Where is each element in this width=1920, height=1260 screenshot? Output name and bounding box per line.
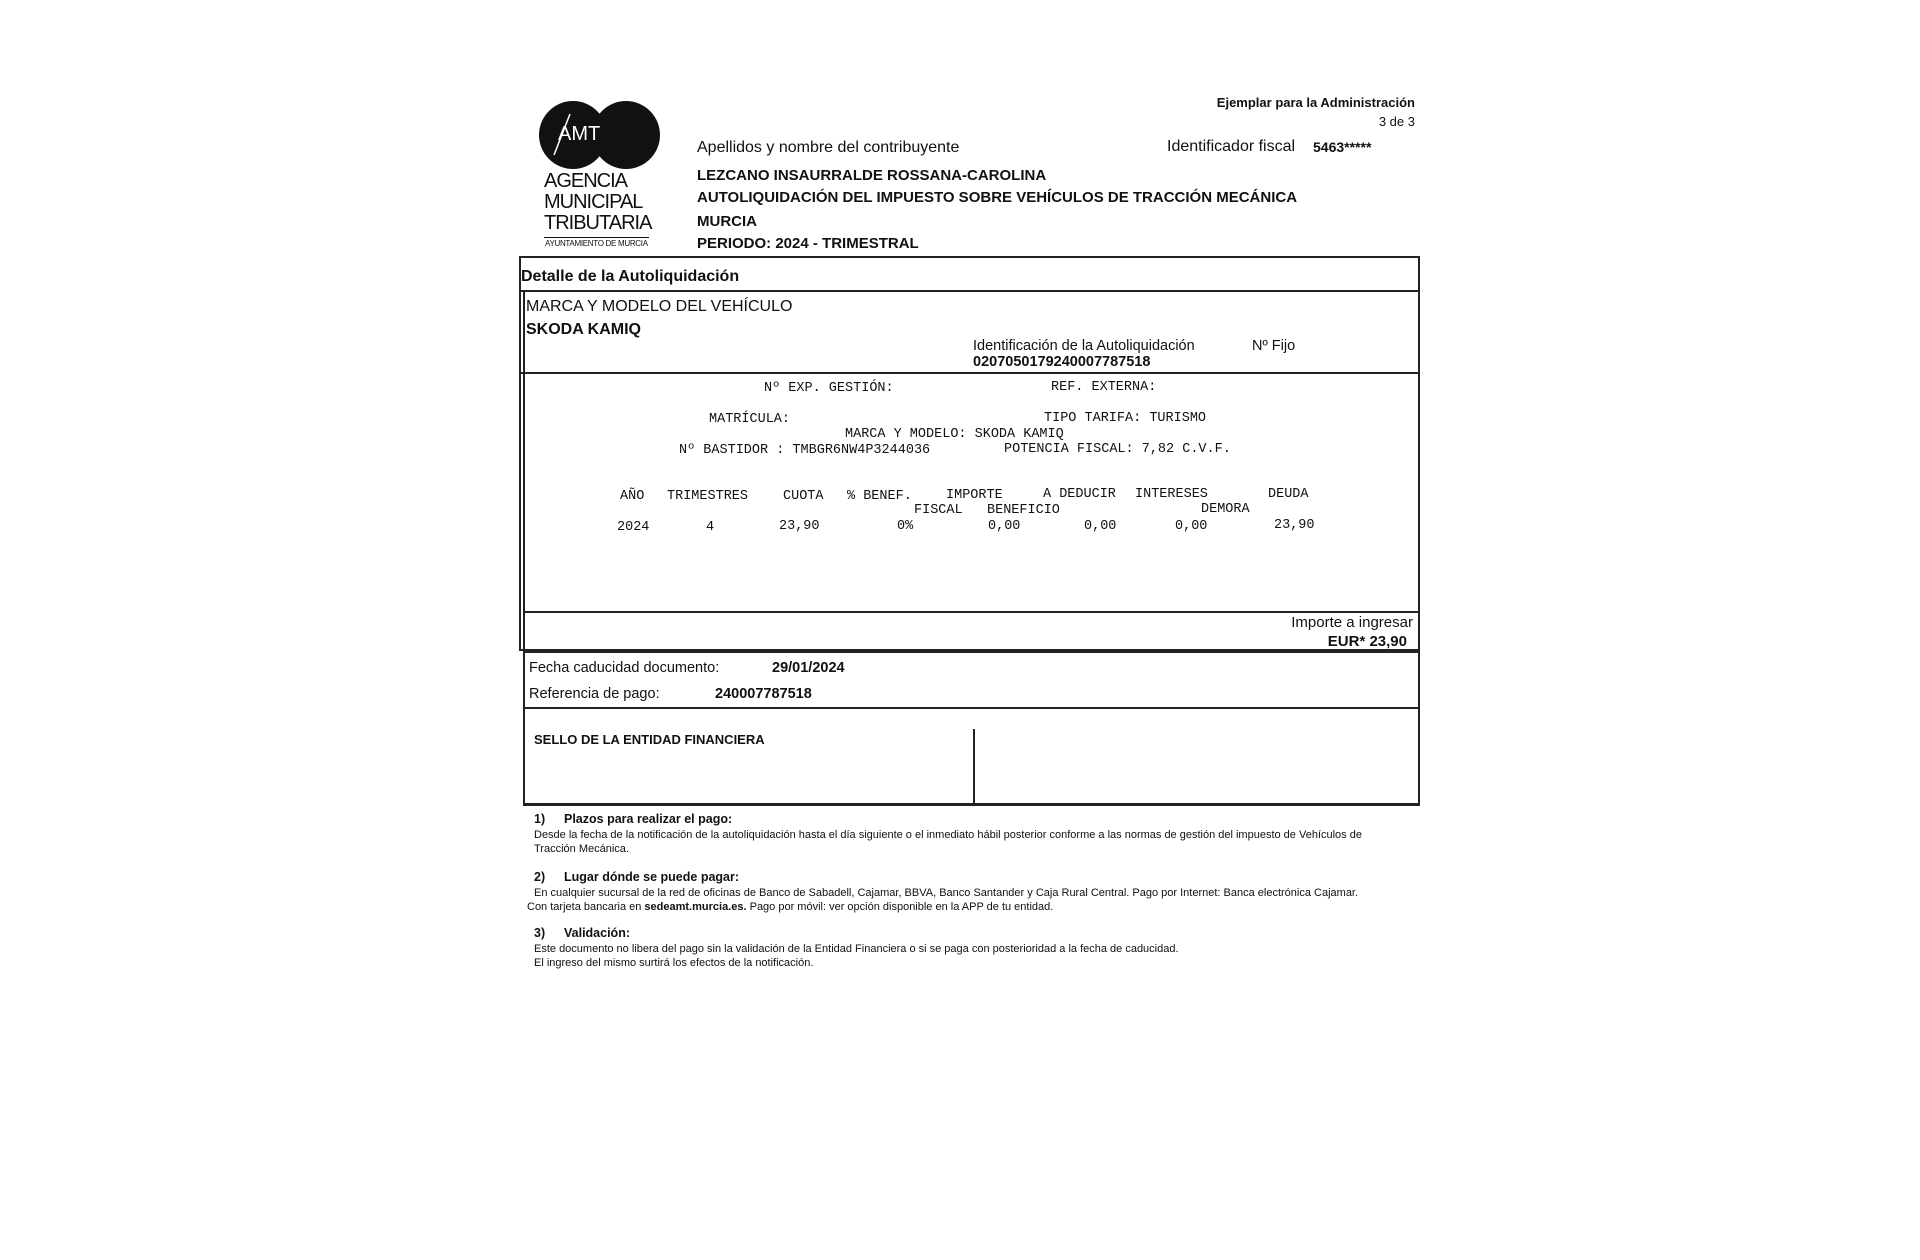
self-assessment-id-label: Identificación de la Autoliquidación [973,338,1195,354]
logo-subtitle: AYUNTAMIENTO DE MURCIA [545,239,648,248]
total-label: Importe a ingresar [1291,614,1413,631]
note-1 [530,812,1420,870]
logo-line1: AGENCIA [544,170,628,192]
divider [523,707,1420,709]
cell-deuda: 23,90 [1274,518,1315,533]
divider [521,372,1420,374]
document-title: AUTOLIQUIDACIÓN DEL IMPUESTO SOBRE VEHÍCULOS DE TRACCIÓN MECÁNICA [697,189,1298,206]
notes [527,812,1420,976]
self-assessment-id-value: 0207050179240007787518 [973,354,1151,370]
col-header-ano: AÑO [620,489,645,504]
matricula: MATRÍCULA: [709,412,791,427]
potencia-fiscal: POTENCIA FISCAL: 7,82 C.V.F. [1004,442,1231,457]
logo-underline [544,237,649,238]
bastidor: Nº BASTIDOR : TMBGR6NW4P3244036 [679,443,931,458]
note-1-number: 1) [534,812,546,826]
note-1-line2: Tracción Mecánica. [534,843,629,855]
note-3-line2: El ingreso del mismo surtirá los efectos de la notificación. [534,957,814,969]
note-2-title: Lugar dónde se puede pagar: [564,870,740,884]
exp-gestion: Nº EXP. GESTIÓN: [764,381,894,396]
note-2-line1: En cualquier sucursal de la red de oficinas de Banco de Sabadell, Cajamar, BBVA, Banco Santander y Caja Rural Central. Pago por Internet: Banca electrónica Cajamar. [534,887,1359,899]
col-header-benef: % BENEF. [847,489,912,504]
period: PERIODO: 2024 - TRIMESTRAL [697,235,919,252]
tax-id-label: Identificador fiscal [1167,138,1296,155]
vehicle-value: SKODA KAMIQ [526,321,641,338]
note-2-line2-a: Con tarjeta bancaria en [527,901,645,913]
col-subheader-demora: DEMORA [1201,502,1250,517]
note-3 [530,926,1420,976]
note-2-website: sedeamt.murcia.es. [644,901,747,913]
total-value: EUR* 23,90 [1327,633,1407,650]
taxpayer-label: Apellidos y nombre del contribuyente [697,139,960,156]
col-header-intereses: INTERESES [1135,487,1208,502]
note-2-line2 [527,901,1053,914]
stamp-divider [973,729,975,806]
col-header-a-deducir: A DEDUCIR [1043,487,1116,502]
note-2 [527,870,1420,926]
note-3-number: 3) [534,926,546,940]
logo-line2: MUNICIPAL [544,191,643,213]
expiry-value: 29/01/2024 [772,660,845,676]
vehicle-label: MARCA Y MODELO DEL VEHÍCULO [526,298,793,315]
cell-ano: 2024 [617,520,650,535]
city: MURCIA [697,213,757,230]
logo-wordmark [544,171,651,234]
page-count: 3 de 3 [1378,114,1415,129]
col-subheader-fiscal: FISCAL [914,503,963,518]
note-3-title: Validación: [564,926,630,940]
col-header-cuota: CUOTA [783,489,824,504]
amt-logo [538,100,660,170]
tax-id-value: 5463***** [1313,139,1372,155]
cell-cuota: 23,90 [779,519,820,534]
note-1-title: Plazos para realizar el pago: [564,812,733,826]
note-2-line2-c: Pago por móvil: ver opción disponible en la APP de tu entidad. [746,901,1054,913]
cell-importe: 0,00 [988,519,1021,534]
cell-benef: 0% [897,519,914,534]
payment-ref-value: 240007787518 [715,686,812,702]
marca-modelo: MARCA Y MODELO: SKODA KAMIQ [845,427,1064,442]
divider [523,611,1420,613]
cell-a-deducir: 0,00 [1084,519,1117,534]
col-header-trimestres: TRIMESTRES [667,489,749,504]
divider [519,290,1420,292]
col-header-deuda: DEUDA [1268,487,1309,502]
cell-intereses: 0,00 [1175,519,1208,534]
payment-ref-label: Referencia de pago: [529,686,660,702]
col-subheader-beneficio: BENEFICIO [987,503,1060,518]
col-header-importe: IMPORTE [946,488,1003,503]
tipo-tarifa: TIPO TARIFA: TURISMO [1044,411,1207,426]
taxpayer-name: LEZCANO INSAURRALDE ROSSANA-CAROLINA [697,167,1047,184]
stamp-label: SELLO DE LA ENTIDAD FINANCIERA [534,732,765,747]
note-2-number: 2) [534,870,546,884]
ref-externa: REF. EXTERNA: [1051,380,1157,395]
expiry-label: Fecha caducidad documento: [529,660,720,676]
logo-line3: TRIBUTARIA [544,212,652,234]
logo-mark-text: AMT [558,123,601,145]
fijo-label: Nº Fijo [1252,338,1296,354]
detail-section-title: Detalle de la Autoliquidación [521,268,740,285]
note-3-line1: Este documento no libera del pago sin la validación de la Entidad Financiera o si se paga con posterioridad a la fecha de caducidad. [534,943,1179,955]
note-1-line1: Desde la fecha de la notificación de la autoliquidación hasta el día siguiente o el inmediato hábil posterior conforme a las normas de gestión del impuesto de Vehículos de [534,829,1362,841]
cell-trimestres: 4 [706,520,715,535]
copy-label: Ejemplar para la Administración [1216,95,1415,110]
